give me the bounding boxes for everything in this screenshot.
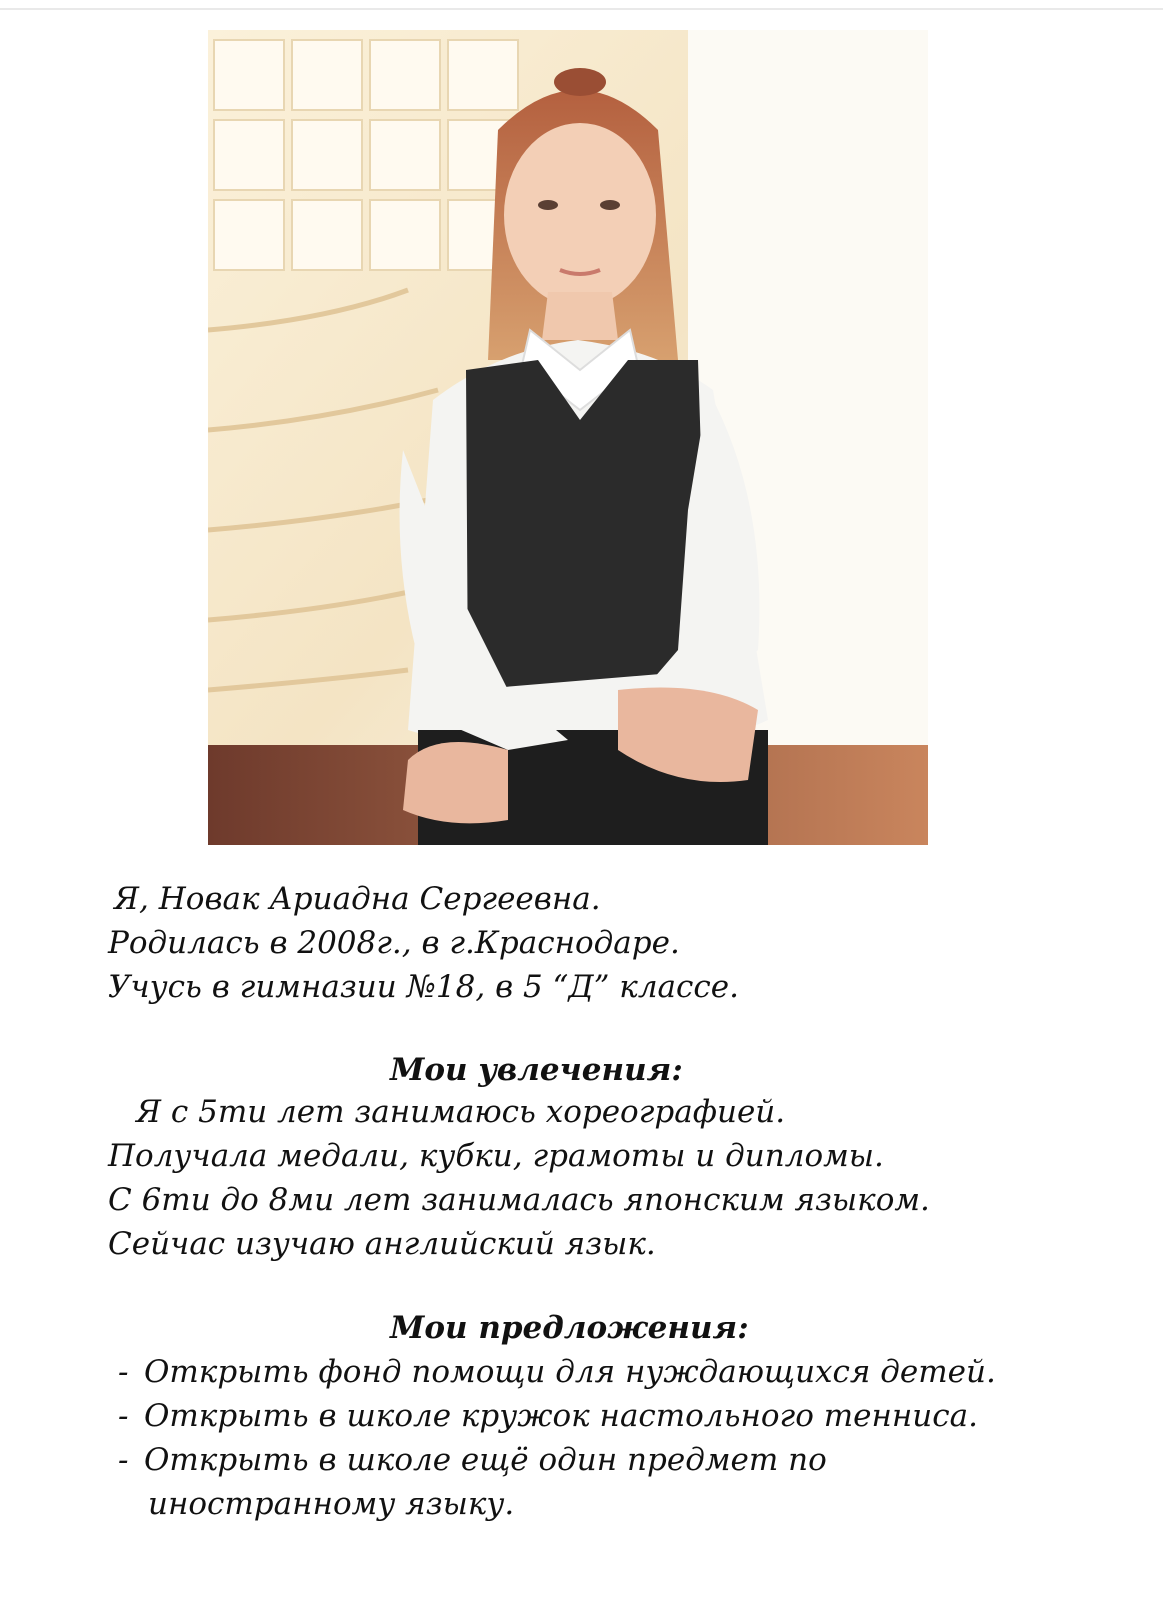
intro-block [108,877,739,1009]
hobbies-block [108,1090,930,1266]
proposal-text: Открыть фонд помощи для нуждающихся детей. [144,1354,996,1390]
bullet-dash: - [118,1354,129,1390]
proposals-list [118,1350,996,1526]
intro-birth-line: Родилась в 2008г., в г.Краснодаре. [108,925,680,961]
face [504,123,656,307]
left-hand [403,742,508,823]
hair-bun [554,68,606,96]
right-eye [600,200,620,210]
hobby-line: Сейчас изучаю английский язык. [108,1226,656,1262]
proposal-text: Открыть в школе кружок настольного тенниса. [144,1398,978,1434]
intro-school-line: Учусь в гимназии №18, в 5 “Д” классе. [108,969,739,1005]
proposal-item [118,1394,996,1438]
scan-edge-line [0,8,1163,10]
proposal-item [118,1350,996,1394]
hobby-line: С 6ти до 8ми лет занималась японским языком. [108,1182,930,1218]
intro-name-line: Я, Новак Ариадна Сергеевна. [114,881,601,917]
proposal-item [118,1438,996,1482]
neck [542,292,618,340]
bullet-dash: - [118,1398,129,1434]
portrait-photo [208,30,928,845]
left-eye [538,200,558,210]
bullet-dash: - [118,1442,129,1478]
hobbies-heading: Мои увлечения: [390,1052,683,1088]
hobby-line: Я с 5ти лет занимаюсь хореографией. [136,1094,786,1130]
proposals-heading: Мои предложения: [390,1310,749,1346]
proposal-text: Открыть в школе ещё один предмет по [144,1442,827,1478]
hobby-line: Получала медали, кубки, грамоты и дипломы. [108,1138,884,1174]
proposal-continuation: иностранному языку. [148,1486,515,1522]
portrait-illustration [208,30,928,845]
